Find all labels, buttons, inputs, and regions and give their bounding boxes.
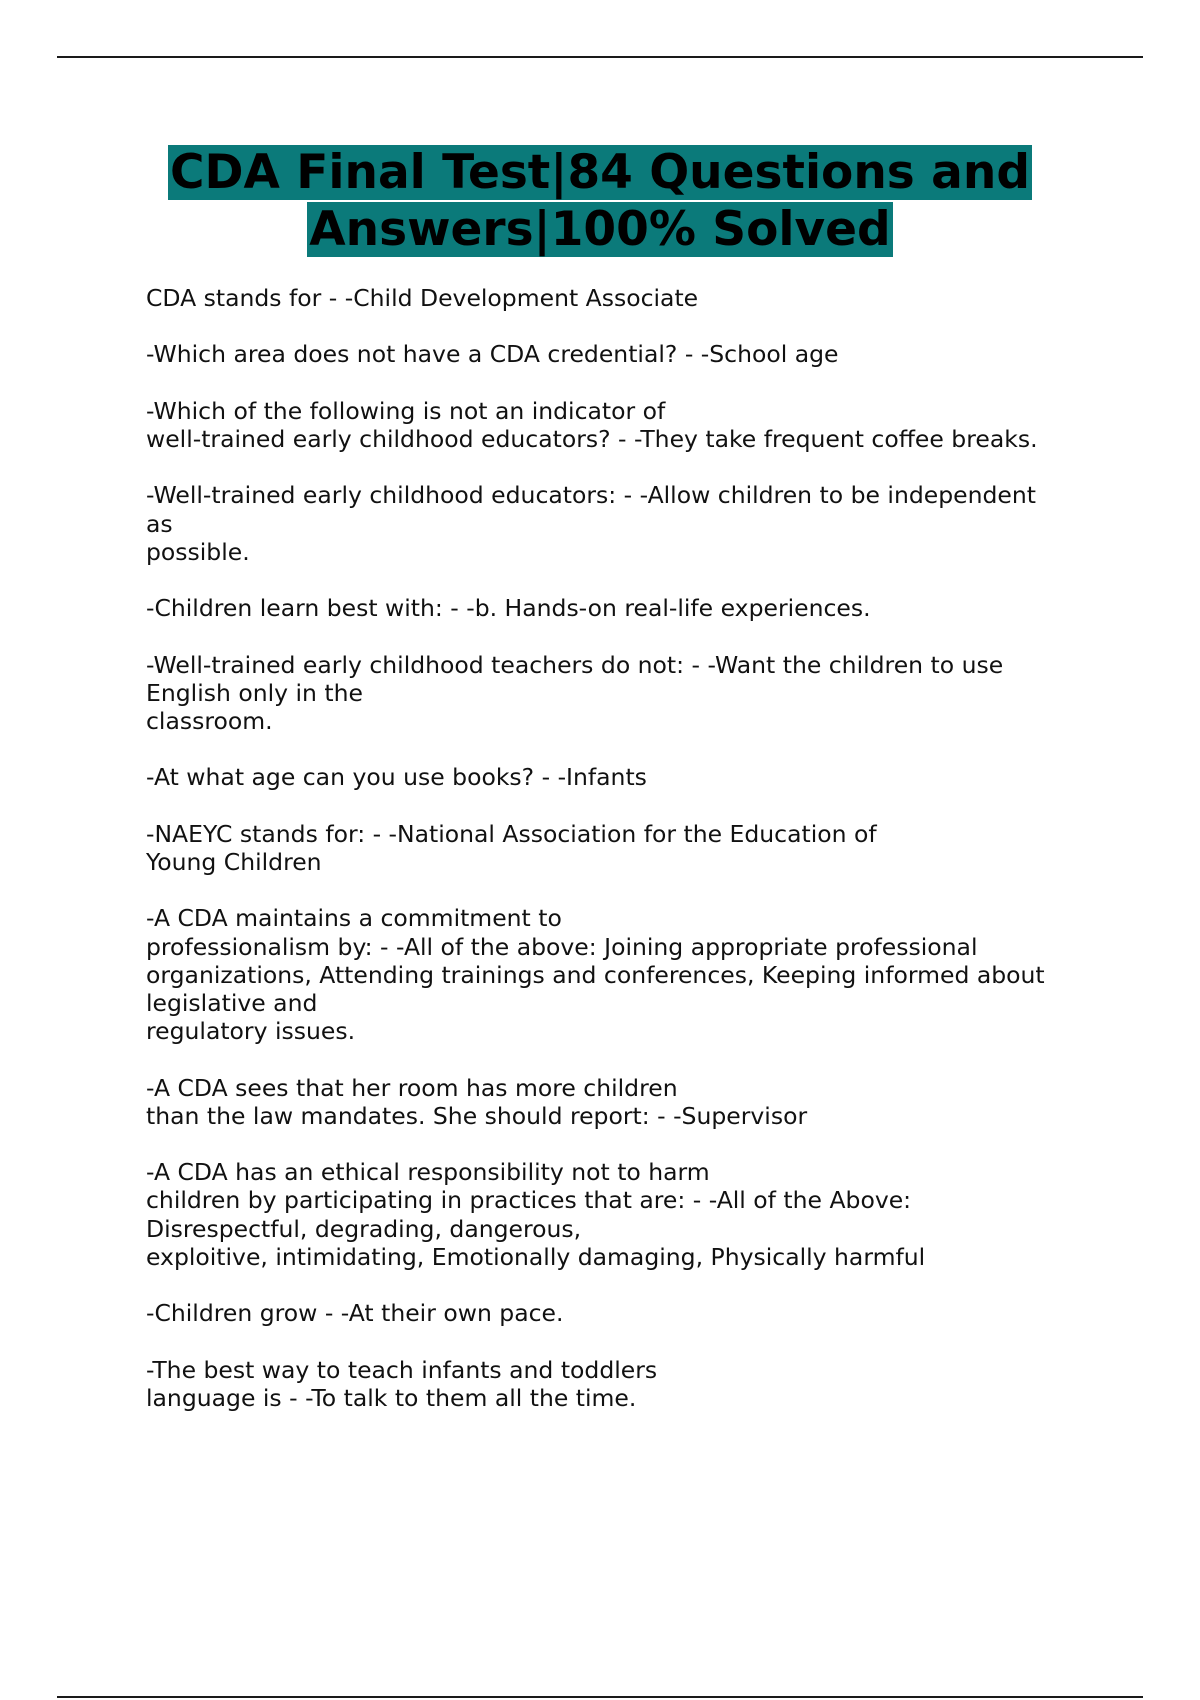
qa-item: CDA stands for - -Child Development Associate (146, 284, 699, 312)
qa-item: -Which area does not have a CDA credential? - -School age (146, 340, 839, 369)
qa-list (146, 284, 1086, 1440)
qa-item: -A CDA has an ethical responsibility not to harm children by participating in practices that are: - -All of the Above: Disrespectful, degrading, dangerous, exploitive, intimidating, Emotionally damaging, Physically harmful (146, 1158, 926, 1271)
qa-item: -Children grow - -At their own pace. (146, 1299, 564, 1328)
qa-item: -Children learn best with: - -b. Hands-on real-life experiences. (146, 594, 871, 623)
qa-item: -Well-trained early childhood educators: - -Allow children to be independent as possible. (146, 481, 1036, 566)
title-line-2: Answers|100% Solved (309, 202, 891, 257)
title-line-1: CDA Final Test|84 Questions and (170, 145, 1030, 200)
qa-item: -A CDA maintains a commitment to professionalism by: - -All of the above: Joining appropriate professional organizations, Attending trainings and conferences, Keeping informed about legislative and regulatory issues. (146, 904, 1045, 1046)
bottom-rule (57, 1696, 1143, 1698)
qa-item: -NAEYC stands for: - -National Association for the Education of Young Children (146, 819, 877, 876)
document-title (0, 144, 1200, 258)
qa-item: -Well-trained early childhood teachers do not: - -Want the children to use English only in the classroom. (146, 650, 1004, 735)
top-rule (57, 56, 1143, 58)
qa-item: -The best way to teach infants and toddlers language is - -To talk to them all the time. (146, 1355, 658, 1412)
qa-item: -At what age can you use books? - -Infants (146, 763, 647, 792)
qa-item: -A CDA sees that her room has more children than the law mandates. She should report: - -Supervisor (146, 1073, 808, 1130)
qa-item: -Which of the following is not an indicator of well-trained early childhood educators? - -They take frequent coffee breaks. (146, 396, 1038, 453)
